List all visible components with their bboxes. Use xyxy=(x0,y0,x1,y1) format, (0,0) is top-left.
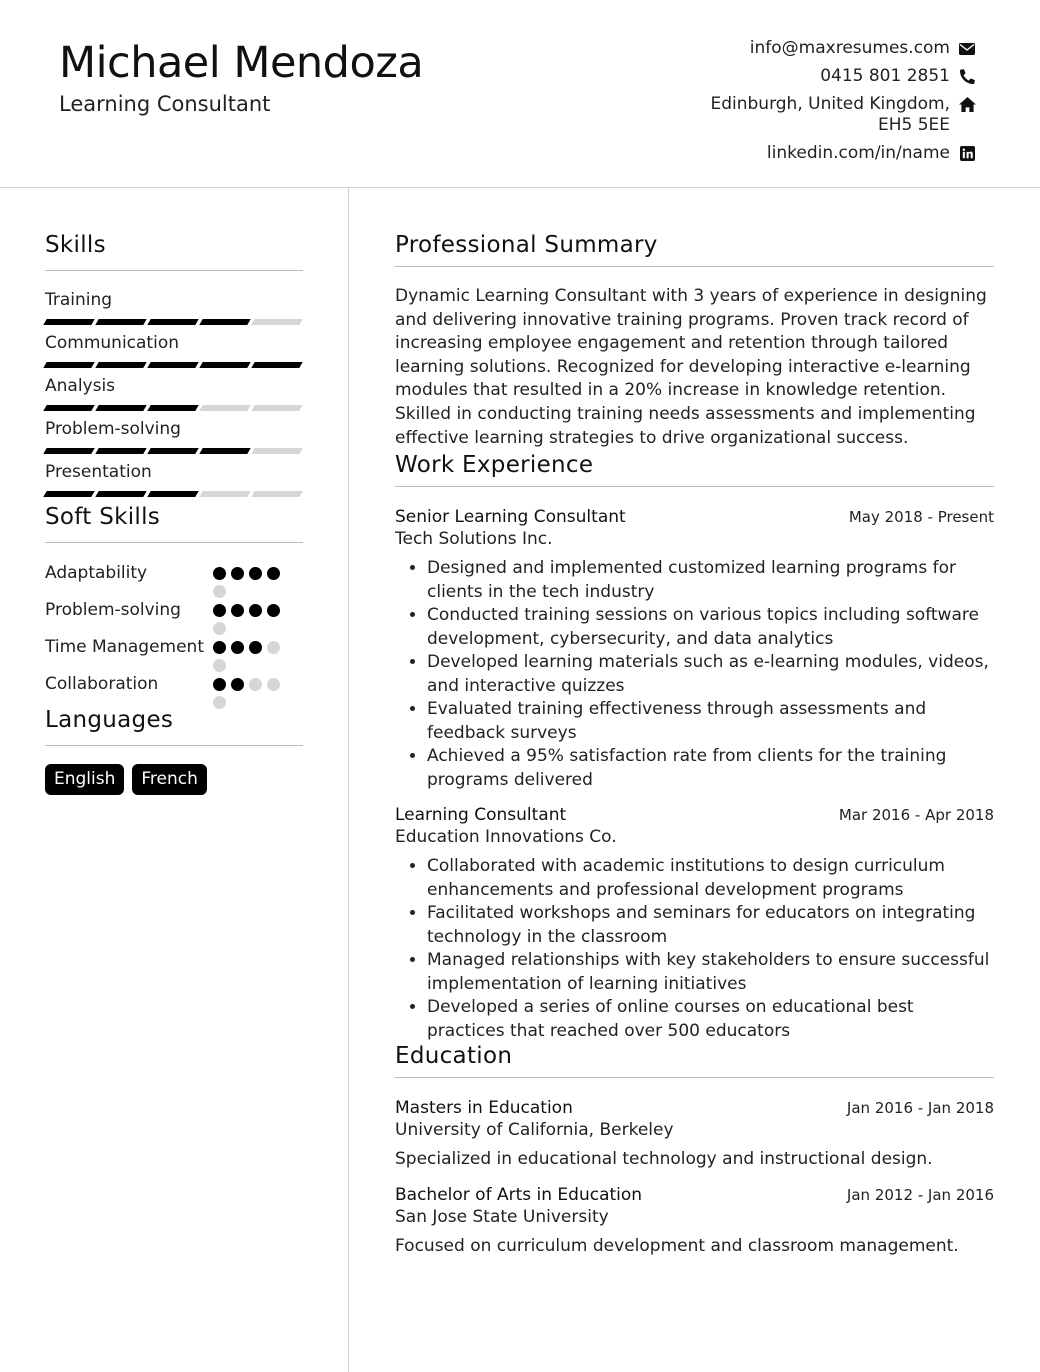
rating-dot-empty xyxy=(249,678,262,691)
skill-label: Communication xyxy=(45,333,179,353)
candidate-name: Michael Mendoza xyxy=(59,38,424,88)
language-badge: English xyxy=(45,764,124,795)
job-title: Senior Learning Consultant xyxy=(395,507,626,528)
skill-segment-filled xyxy=(147,319,198,325)
right-column xyxy=(395,232,994,1256)
job-entry xyxy=(395,507,994,792)
job-bullets xyxy=(395,557,994,792)
education-header xyxy=(395,1098,994,1118)
soft-skill-rating xyxy=(213,635,293,672)
soft-skill-item xyxy=(45,598,303,635)
job-bullet: • Achieved a 95% satisfaction rate from clients for the training programs delivered xyxy=(427,745,994,792)
soft-skill-rating xyxy=(213,561,293,598)
phone-icon xyxy=(958,66,976,87)
resume-header xyxy=(0,0,1040,188)
skill-segment-filled xyxy=(147,448,198,454)
rating-dot-filled xyxy=(267,567,280,580)
skill-segment-filled xyxy=(43,491,94,497)
skill-segment-filled xyxy=(147,405,198,411)
skill-level-bar xyxy=(45,311,303,332)
rating-dot-filled xyxy=(231,604,244,617)
job-dates: May 2018 - Present xyxy=(848,508,994,527)
skill-segment-empty xyxy=(199,491,250,497)
job-bullet: • Collaborated with academic institutions to design curriculum enhancements and professional development programs xyxy=(427,855,994,902)
job-entry xyxy=(395,805,994,1043)
rating-dot-filled xyxy=(249,641,262,654)
location-text: Edinburgh, United Kingdom, EH5 5EE xyxy=(710,94,950,135)
skill-segment-filled xyxy=(147,362,198,368)
skill-segment-filled xyxy=(199,448,250,454)
school-name: San Jose State University xyxy=(395,1207,609,1228)
contact-block xyxy=(646,38,976,171)
skill-segment-filled xyxy=(251,362,302,368)
rating-dot-filled xyxy=(249,604,262,617)
skill-segment-empty xyxy=(251,491,302,497)
skill-segment-empty xyxy=(199,405,250,411)
job-bullets xyxy=(395,855,994,1043)
rating-dot-filled xyxy=(249,567,262,580)
skill-segment-filled xyxy=(95,362,146,368)
education-dates: Jan 2012 - Jan 2016 xyxy=(846,1186,994,1205)
education-title: Education xyxy=(395,1043,994,1078)
skill-level-bar xyxy=(45,354,303,375)
job-title: Learning Consultant xyxy=(395,805,567,826)
soft-skill-label: Time Management xyxy=(45,637,204,657)
skill-item xyxy=(45,418,303,461)
linkedin-text[interactable]: linkedin.com/in/name xyxy=(766,143,950,163)
job-bullet: • Developed a series of online courses on educational best practices that reached over 500 educators xyxy=(427,996,994,1043)
school-name: University of California, Berkeley xyxy=(395,1120,674,1141)
rating-dot-filled xyxy=(231,641,244,654)
rating-dot-empty xyxy=(213,622,226,635)
rating-dot-empty xyxy=(267,641,280,654)
summary-title: Professional Summary xyxy=(395,232,994,267)
job-bullet: • Evaluated training effectiveness through assessments and feedback surveys xyxy=(427,698,994,745)
envelope-icon xyxy=(958,38,976,59)
skills-title: Skills xyxy=(45,232,303,271)
job-dates: Mar 2016 - Apr 2018 xyxy=(838,806,994,825)
left-column xyxy=(45,232,303,795)
job-bullet: • Conducted training sessions on various topics including software development, cybersecurity, and data analytics xyxy=(427,604,994,651)
contact-location xyxy=(646,94,976,136)
education-list xyxy=(395,1098,994,1256)
rating-dot-empty xyxy=(213,659,226,672)
skill-item xyxy=(45,332,303,375)
skills-list xyxy=(45,289,303,504)
job-bullet: • Facilitated workshops and seminars for educators on integrating technology in the classroom xyxy=(427,902,994,949)
experience-title: Work Experience xyxy=(395,452,994,487)
skill-segment-empty xyxy=(251,405,302,411)
rating-dot-empty xyxy=(213,585,226,598)
soft-skills-title: Soft Skills xyxy=(45,504,303,543)
phone-text[interactable]: 0415 801 2851 xyxy=(820,66,950,86)
education-entry xyxy=(395,1185,994,1256)
skill-segment-filled xyxy=(199,319,250,325)
soft-skill-label: Problem-solving xyxy=(45,600,181,620)
education-description: Focused on curriculum development and classroom management. xyxy=(395,1236,959,1257)
rating-dot-filled xyxy=(231,678,244,691)
contact-phone[interactable] xyxy=(646,66,976,87)
linkedin-icon xyxy=(958,143,976,164)
rating-dot-filled xyxy=(213,678,226,691)
skill-label: Training xyxy=(45,290,113,310)
soft-skill-label: Adaptability xyxy=(45,563,148,583)
rating-dot-filled xyxy=(213,604,226,617)
skill-label: Presentation xyxy=(45,462,152,482)
skill-segment-filled xyxy=(95,491,146,497)
column-divider xyxy=(348,188,349,1372)
skill-segment-filled xyxy=(43,362,94,368)
skill-segment-filled xyxy=(43,448,94,454)
education-description: Specialized in educational technology and instructional design. xyxy=(395,1149,933,1170)
contact-email[interactable] xyxy=(646,38,976,59)
soft-skill-item xyxy=(45,635,303,672)
soft-skill-item xyxy=(45,561,303,598)
rating-dot-empty xyxy=(213,696,226,709)
degree-title: Masters in Education xyxy=(395,1098,573,1119)
jobs-list xyxy=(395,507,994,1043)
education-header xyxy=(395,1185,994,1205)
degree-title: Bachelor of Arts in Education xyxy=(395,1185,643,1206)
skill-segment-filled xyxy=(95,319,146,325)
skill-segment-filled xyxy=(199,362,250,368)
skill-item xyxy=(45,461,303,504)
job-header xyxy=(395,507,994,527)
company-name: Tech Solutions Inc. xyxy=(395,529,553,550)
skill-level-bar xyxy=(45,440,303,461)
soft-skill-item xyxy=(45,672,303,709)
rating-dot-filled xyxy=(267,604,280,617)
skill-level-bar xyxy=(45,483,303,504)
email-text[interactable]: info@maxresumes.com xyxy=(749,38,950,58)
rating-dot-filled xyxy=(231,567,244,580)
skill-item xyxy=(45,375,303,418)
skill-item xyxy=(45,289,303,332)
soft-skill-rating xyxy=(213,672,293,709)
skill-segment-filled xyxy=(43,405,94,411)
education-entry xyxy=(395,1098,994,1169)
rating-dot-filled xyxy=(213,567,226,580)
company-name: Education Innovations Co. xyxy=(395,827,617,848)
soft-skill-rating xyxy=(213,598,293,635)
soft-skills-list xyxy=(45,561,303,709)
education-dates: Jan 2016 - Jan 2018 xyxy=(846,1099,994,1118)
summary-text: Dynamic Learning Consultant with 3 years of experience in designing and delivering innovative training programs. Proven track record of increasing employee engagement and retention through tailored learning solutions. Recognized for developing interactive e-learning modules that resulted in a 20% increase in knowledge retention. Skilled in conducting training needs assessments and implementing effective learning strategies to drive organizational success. xyxy=(395,286,987,448)
skill-segment-empty xyxy=(251,319,302,325)
soft-skill-label: Collaboration xyxy=(45,674,159,694)
languages-list xyxy=(45,764,303,795)
rating-dot-empty xyxy=(267,678,280,691)
skill-segment-filled xyxy=(147,491,198,497)
skill-segment-empty xyxy=(251,448,302,454)
job-bullet: • Managed relationships with key stakeholders to ensure successful implementation of learning initiatives xyxy=(427,949,994,996)
job-bullet: • Developed learning materials such as e-learning modules, videos, and interactive quizzes xyxy=(427,651,994,698)
languages-title: Languages xyxy=(45,707,303,746)
job-bullet: • Designed and implemented customized learning programs for clients in the tech industry xyxy=(427,557,994,604)
home-icon xyxy=(958,94,976,115)
skill-label: Problem-solving xyxy=(45,419,181,439)
candidate-role: Learning Consultant xyxy=(59,92,271,116)
skill-segment-filled xyxy=(95,448,146,454)
skill-level-bar xyxy=(45,397,303,418)
skill-label: Analysis xyxy=(45,376,116,396)
language-badge: French xyxy=(132,764,207,795)
skill-segment-filled xyxy=(43,319,94,325)
job-header xyxy=(395,805,994,825)
skill-segment-filled xyxy=(95,405,146,411)
contact-linkedin[interactable] xyxy=(646,143,976,164)
rating-dot-filled xyxy=(213,641,226,654)
